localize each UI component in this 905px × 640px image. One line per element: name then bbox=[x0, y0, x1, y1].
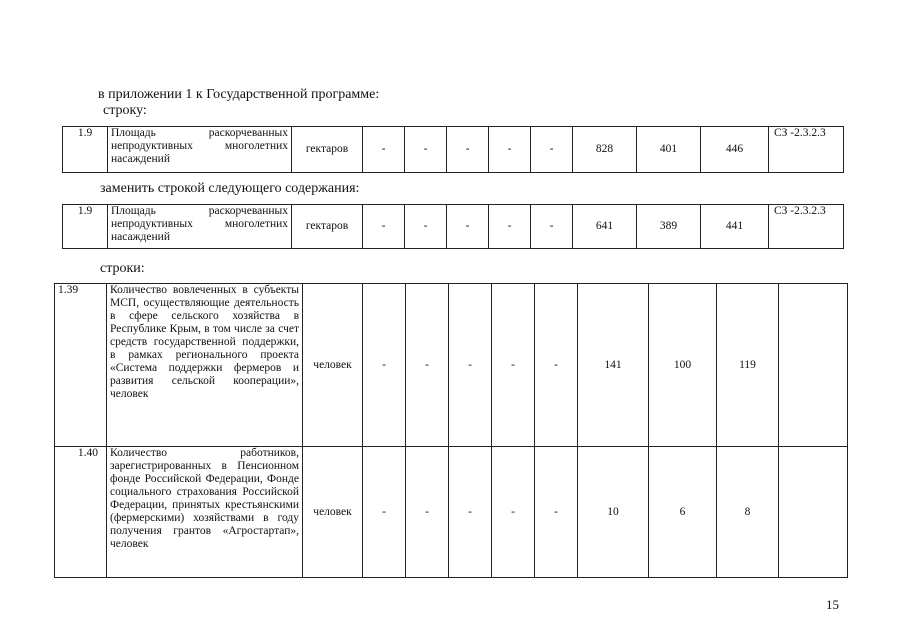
table-row bbox=[63, 127, 844, 173]
row-dash: - bbox=[363, 205, 405, 249]
row-value: 401 bbox=[637, 127, 701, 173]
row-value: 389 bbox=[637, 205, 701, 249]
row-value: 119 bbox=[717, 284, 779, 447]
table-row bbox=[55, 284, 848, 447]
row-dash: - bbox=[492, 284, 535, 447]
row-number: 1.9 bbox=[63, 205, 108, 249]
row-description: Площадь раскорчеванных непродуктивных многолетних насаждений bbox=[108, 205, 292, 249]
table-row bbox=[55, 447, 848, 578]
row-dash: - bbox=[447, 127, 489, 173]
row-number: 1.40 bbox=[55, 447, 107, 578]
row-dash: - bbox=[531, 205, 573, 249]
row-code: СЗ -2.3.2.3 bbox=[769, 205, 844, 249]
row-description: Площадь раскорчеванных непродуктивных многолетних насаждений bbox=[108, 127, 292, 173]
row-number: 1.9 bbox=[63, 127, 108, 173]
replace-label: заменить строкой следующего содержания: bbox=[100, 181, 360, 196]
row-dash: - bbox=[406, 447, 449, 578]
row-code bbox=[779, 447, 848, 578]
row-dash: - bbox=[531, 127, 573, 173]
row-value: 10 bbox=[578, 447, 649, 578]
table-old-row bbox=[62, 126, 844, 173]
row-value: 141 bbox=[578, 284, 649, 447]
table-new-row bbox=[62, 204, 844, 249]
row-description: Количество работников, зарегистрированных в Пенсионном фонде Российской Федерации, Фонде социального страхования Российской Федерации, принятых крестьянскими (фермерскими) хозяйствами в году получения грантов «Агростартап», человек bbox=[107, 447, 303, 578]
table-row bbox=[63, 205, 844, 249]
row-value: 100 bbox=[649, 284, 717, 447]
row-dash: - bbox=[363, 447, 406, 578]
row-description: Количество вовлеченных в субъекты МСП, осуществляющие деятельность в сфере сельского хозяйства в Республике Крым, в том числе за счет средств государственной поддержки, в рамках регионального проекта «Система поддержки фермеров и развития сельской кооперации», человек bbox=[107, 284, 303, 447]
page-number: 15 bbox=[826, 597, 839, 612]
row-value: 6 bbox=[649, 447, 717, 578]
intro-line-1: в приложении 1 к Государственной программе: bbox=[98, 87, 380, 102]
row-unit: гектаров bbox=[292, 205, 363, 249]
row-dash: - bbox=[489, 205, 531, 249]
row-value: 441 bbox=[701, 205, 769, 249]
row-dash: - bbox=[449, 284, 492, 447]
row-value: 446 bbox=[701, 127, 769, 173]
row-number: 1.39 bbox=[55, 284, 107, 447]
row-unit: человек bbox=[303, 284, 363, 447]
row-dash: - bbox=[535, 447, 578, 578]
row-code: СЗ -2.3.2.3 bbox=[769, 127, 844, 173]
row-dash: - bbox=[449, 447, 492, 578]
intro-line-2: строку: bbox=[103, 103, 147, 118]
row-unit: гектаров bbox=[292, 127, 363, 173]
row-dash: - bbox=[405, 205, 447, 249]
row-dash: - bbox=[363, 284, 406, 447]
row-value: 828 bbox=[573, 127, 637, 173]
table-rows bbox=[54, 283, 848, 578]
row-dash: - bbox=[535, 284, 578, 447]
row-dash: - bbox=[492, 447, 535, 578]
row-dash: - bbox=[363, 127, 405, 173]
row-value: 8 bbox=[717, 447, 779, 578]
rows-label: строки: bbox=[100, 261, 145, 276]
row-dash: - bbox=[405, 127, 447, 173]
row-dash: - bbox=[447, 205, 489, 249]
row-dash: - bbox=[406, 284, 449, 447]
row-unit: человек bbox=[303, 447, 363, 578]
row-value: 641 bbox=[573, 205, 637, 249]
row-dash: - bbox=[489, 127, 531, 173]
row-code bbox=[779, 284, 848, 447]
